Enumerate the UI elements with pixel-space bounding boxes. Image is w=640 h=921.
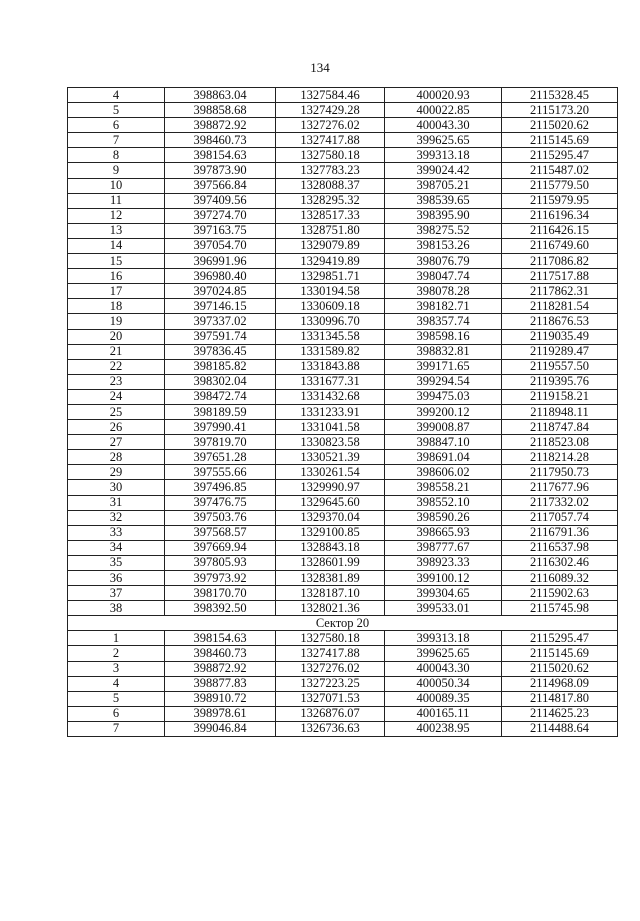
x2-cell: 399475.03 bbox=[385, 389, 502, 404]
y2-cell: 2118747.84 bbox=[502, 420, 618, 435]
x2-cell: 398590.26 bbox=[385, 510, 502, 525]
x2-cell: 400043.30 bbox=[385, 661, 502, 676]
table-row bbox=[68, 359, 618, 374]
x2-cell: 399625.65 bbox=[385, 646, 502, 661]
x1-cell: 398460.73 bbox=[165, 133, 276, 148]
x2-cell: 398606.02 bbox=[385, 465, 502, 480]
y1-cell: 1326876.07 bbox=[276, 706, 385, 721]
x1-cell: 398978.61 bbox=[165, 706, 276, 721]
x2-cell: 399304.65 bbox=[385, 586, 502, 601]
x2-cell: 398395.90 bbox=[385, 208, 502, 223]
y2-cell: 2119289.47 bbox=[502, 344, 618, 359]
x1-cell: 397054.70 bbox=[165, 238, 276, 253]
y1-cell: 1328601.99 bbox=[276, 555, 385, 570]
y2-cell: 2117950.73 bbox=[502, 465, 618, 480]
y1-cell: 1327580.18 bbox=[276, 631, 385, 646]
x1-cell: 397591.74 bbox=[165, 329, 276, 344]
point-number-cell: 25 bbox=[68, 404, 165, 419]
table-row bbox=[68, 555, 618, 570]
x1-cell: 398460.73 bbox=[165, 646, 276, 661]
y1-cell: 1328517.33 bbox=[276, 208, 385, 223]
point-number-cell: 4 bbox=[68, 676, 165, 691]
table-row bbox=[68, 721, 618, 736]
table-row bbox=[68, 480, 618, 495]
table-row bbox=[68, 374, 618, 389]
x1-cell: 397819.70 bbox=[165, 435, 276, 450]
point-number-cell: 18 bbox=[68, 299, 165, 314]
y2-cell: 2114817.80 bbox=[502, 691, 618, 706]
x1-cell: 398863.04 bbox=[165, 88, 276, 103]
x1-cell: 398872.92 bbox=[165, 661, 276, 676]
table-row bbox=[68, 329, 618, 344]
y1-cell: 1327071.53 bbox=[276, 691, 385, 706]
table-row bbox=[68, 344, 618, 359]
y2-cell: 2116791.36 bbox=[502, 525, 618, 540]
y2-cell: 2118281.54 bbox=[502, 299, 618, 314]
x1-cell: 397503.76 bbox=[165, 510, 276, 525]
y1-cell: 1331345.58 bbox=[276, 329, 385, 344]
x2-cell: 399313.18 bbox=[385, 148, 502, 163]
point-number-cell: 6 bbox=[68, 706, 165, 721]
y1-cell: 1329100.85 bbox=[276, 525, 385, 540]
y1-cell: 1331233.91 bbox=[276, 404, 385, 419]
y2-cell: 2114488.64 bbox=[502, 721, 618, 736]
y1-cell: 1331041.58 bbox=[276, 420, 385, 435]
x2-cell: 398182.71 bbox=[385, 299, 502, 314]
x2-cell: 399625.65 bbox=[385, 133, 502, 148]
x1-cell: 399046.84 bbox=[165, 721, 276, 736]
x2-cell: 399294.54 bbox=[385, 374, 502, 389]
point-number-cell: 15 bbox=[68, 254, 165, 269]
y2-cell: 2115020.62 bbox=[502, 118, 618, 133]
table-row bbox=[68, 646, 618, 661]
point-number-cell: 2 bbox=[68, 646, 165, 661]
y2-cell: 2116749.60 bbox=[502, 238, 618, 253]
y1-cell: 1328751.80 bbox=[276, 223, 385, 238]
y2-cell: 2116196.34 bbox=[502, 208, 618, 223]
point-number-cell: 7 bbox=[68, 133, 165, 148]
y2-cell: 2117517.88 bbox=[502, 269, 618, 284]
y2-cell: 2115902.63 bbox=[502, 586, 618, 601]
point-number-cell: 30 bbox=[68, 480, 165, 495]
table-row bbox=[68, 495, 618, 510]
point-number-cell: 32 bbox=[68, 510, 165, 525]
y2-cell: 2117332.02 bbox=[502, 495, 618, 510]
x2-cell: 398777.67 bbox=[385, 540, 502, 555]
point-number-cell: 9 bbox=[68, 163, 165, 178]
y2-cell: 2119557.50 bbox=[502, 359, 618, 374]
point-number-cell: 38 bbox=[68, 601, 165, 616]
y1-cell: 1327783.23 bbox=[276, 163, 385, 178]
x1-cell: 397409.56 bbox=[165, 193, 276, 208]
table-row bbox=[68, 435, 618, 450]
x1-cell: 398392.50 bbox=[165, 601, 276, 616]
x2-cell: 398552.10 bbox=[385, 495, 502, 510]
y1-cell: 1327580.18 bbox=[276, 148, 385, 163]
table-row bbox=[68, 299, 618, 314]
y2-cell: 2115328.45 bbox=[502, 88, 618, 103]
y1-cell: 1328187.10 bbox=[276, 586, 385, 601]
x2-cell: 398076.79 bbox=[385, 254, 502, 269]
y2-cell: 2114968.09 bbox=[502, 676, 618, 691]
table-row bbox=[68, 404, 618, 419]
coordinates-table bbox=[67, 87, 618, 737]
table-row bbox=[68, 88, 618, 103]
point-number-cell: 3 bbox=[68, 661, 165, 676]
y1-cell: 1328295.32 bbox=[276, 193, 385, 208]
x2-cell: 399024.42 bbox=[385, 163, 502, 178]
y2-cell: 2116089.32 bbox=[502, 571, 618, 586]
y1-cell: 1329370.04 bbox=[276, 510, 385, 525]
point-number-cell: 33 bbox=[68, 525, 165, 540]
table-row bbox=[68, 133, 618, 148]
point-number-cell: 4 bbox=[68, 88, 165, 103]
point-number-cell: 8 bbox=[68, 148, 165, 163]
x1-cell: 397973.92 bbox=[165, 571, 276, 586]
point-number-cell: 26 bbox=[68, 420, 165, 435]
table-row bbox=[68, 254, 618, 269]
point-number-cell: 7 bbox=[68, 721, 165, 736]
x1-cell: 398154.63 bbox=[165, 631, 276, 646]
x2-cell: 398598.16 bbox=[385, 329, 502, 344]
x1-cell: 398877.83 bbox=[165, 676, 276, 691]
x1-cell: 397024.85 bbox=[165, 284, 276, 299]
y2-cell: 2117677.96 bbox=[502, 480, 618, 495]
x2-cell: 399171.65 bbox=[385, 359, 502, 374]
x1-cell: 397163.75 bbox=[165, 223, 276, 238]
x2-cell: 398705.21 bbox=[385, 178, 502, 193]
table-row bbox=[68, 208, 618, 223]
x1-cell: 398858.68 bbox=[165, 103, 276, 118]
y2-cell: 2115145.69 bbox=[502, 133, 618, 148]
y2-cell: 2116426.15 bbox=[502, 223, 618, 238]
y1-cell: 1329851.71 bbox=[276, 269, 385, 284]
point-number-cell: 29 bbox=[68, 465, 165, 480]
y1-cell: 1330996.70 bbox=[276, 314, 385, 329]
x1-cell: 398170.70 bbox=[165, 586, 276, 601]
y2-cell: 2115979.95 bbox=[502, 193, 618, 208]
point-number-cell: 37 bbox=[68, 586, 165, 601]
table-row bbox=[68, 148, 618, 163]
x1-cell: 397805.93 bbox=[165, 555, 276, 570]
point-number-cell: 20 bbox=[68, 329, 165, 344]
y1-cell: 1328381.89 bbox=[276, 571, 385, 586]
table-row bbox=[68, 118, 618, 133]
y1-cell: 1326736.63 bbox=[276, 721, 385, 736]
table-row bbox=[68, 389, 618, 404]
table-row bbox=[68, 586, 618, 601]
y1-cell: 1327276.02 bbox=[276, 118, 385, 133]
x2-cell: 398923.33 bbox=[385, 555, 502, 570]
x2-cell: 398665.93 bbox=[385, 525, 502, 540]
y2-cell: 2114625.23 bbox=[502, 706, 618, 721]
point-number-cell: 11 bbox=[68, 193, 165, 208]
table-row bbox=[68, 420, 618, 435]
x1-cell: 397990.41 bbox=[165, 420, 276, 435]
y2-cell: 2115779.50 bbox=[502, 178, 618, 193]
x1-cell: 397555.66 bbox=[165, 465, 276, 480]
y1-cell: 1329990.97 bbox=[276, 480, 385, 495]
y2-cell: 2115020.62 bbox=[502, 661, 618, 676]
x2-cell: 398558.21 bbox=[385, 480, 502, 495]
point-number-cell: 34 bbox=[68, 540, 165, 555]
table-row bbox=[68, 571, 618, 586]
table-row bbox=[68, 601, 618, 616]
x1-cell: 397496.85 bbox=[165, 480, 276, 495]
sector-header-row bbox=[68, 616, 618, 631]
x2-cell: 400050.34 bbox=[385, 676, 502, 691]
y2-cell: 2115487.02 bbox=[502, 163, 618, 178]
x2-cell: 399008.87 bbox=[385, 420, 502, 435]
x2-cell: 398539.65 bbox=[385, 193, 502, 208]
table-row bbox=[68, 676, 618, 691]
y2-cell: 2116302.46 bbox=[502, 555, 618, 570]
y1-cell: 1329419.89 bbox=[276, 254, 385, 269]
table-row bbox=[68, 691, 618, 706]
point-number-cell: 13 bbox=[68, 223, 165, 238]
sector-title: Сектор 20 bbox=[68, 616, 618, 631]
y1-cell: 1327417.88 bbox=[276, 133, 385, 148]
table-row bbox=[68, 314, 618, 329]
point-number-cell: 24 bbox=[68, 389, 165, 404]
x1-cell: 397568.57 bbox=[165, 525, 276, 540]
x2-cell: 398357.74 bbox=[385, 314, 502, 329]
point-number-cell: 27 bbox=[68, 435, 165, 450]
x1-cell: 398189.59 bbox=[165, 404, 276, 419]
point-number-cell: 31 bbox=[68, 495, 165, 510]
table-row bbox=[68, 661, 618, 676]
x2-cell: 399100.12 bbox=[385, 571, 502, 586]
point-number-cell: 10 bbox=[68, 178, 165, 193]
table-row bbox=[68, 706, 618, 721]
x2-cell: 400165.11 bbox=[385, 706, 502, 721]
y1-cell: 1331432.68 bbox=[276, 389, 385, 404]
x1-cell: 397669.94 bbox=[165, 540, 276, 555]
x1-cell: 397651.28 bbox=[165, 450, 276, 465]
point-number-cell: 14 bbox=[68, 238, 165, 253]
table-row bbox=[68, 284, 618, 299]
x1-cell: 397146.15 bbox=[165, 299, 276, 314]
y1-cell: 1330823.58 bbox=[276, 435, 385, 450]
x2-cell: 400020.93 bbox=[385, 88, 502, 103]
point-number-cell: 12 bbox=[68, 208, 165, 223]
x2-cell: 398078.28 bbox=[385, 284, 502, 299]
y1-cell: 1327276.02 bbox=[276, 661, 385, 676]
table-row bbox=[68, 178, 618, 193]
x1-cell: 397566.84 bbox=[165, 178, 276, 193]
page-number: 134 bbox=[310, 60, 330, 75]
point-number-cell: 19 bbox=[68, 314, 165, 329]
y2-cell: 2117057.74 bbox=[502, 510, 618, 525]
x1-cell: 398302.04 bbox=[165, 374, 276, 389]
y1-cell: 1328021.36 bbox=[276, 601, 385, 616]
x1-cell: 398185.82 bbox=[165, 359, 276, 374]
table-row bbox=[68, 193, 618, 208]
x2-cell: 399313.18 bbox=[385, 631, 502, 646]
point-number-cell: 17 bbox=[68, 284, 165, 299]
table-row bbox=[68, 631, 618, 646]
y1-cell: 1331589.82 bbox=[276, 344, 385, 359]
x2-cell: 398153.26 bbox=[385, 238, 502, 253]
x2-cell: 398275.52 bbox=[385, 223, 502, 238]
x2-cell: 398847.10 bbox=[385, 435, 502, 450]
table-row bbox=[68, 450, 618, 465]
x1-cell: 397873.90 bbox=[165, 163, 276, 178]
x2-cell: 400089.35 bbox=[385, 691, 502, 706]
y1-cell: 1327223.25 bbox=[276, 676, 385, 691]
y1-cell: 1327417.88 bbox=[276, 646, 385, 661]
x1-cell: 398910.72 bbox=[165, 691, 276, 706]
point-number-cell: 23 bbox=[68, 374, 165, 389]
x1-cell: 396980.40 bbox=[165, 269, 276, 284]
point-number-cell: 16 bbox=[68, 269, 165, 284]
x2-cell: 400043.30 bbox=[385, 118, 502, 133]
table-row bbox=[68, 540, 618, 555]
x1-cell: 398154.63 bbox=[165, 148, 276, 163]
y2-cell: 2116537.98 bbox=[502, 540, 618, 555]
point-number-cell: 1 bbox=[68, 631, 165, 646]
x2-cell: 398832.81 bbox=[385, 344, 502, 359]
x2-cell: 398691.04 bbox=[385, 450, 502, 465]
point-number-cell: 5 bbox=[68, 103, 165, 118]
point-number-cell: 5 bbox=[68, 691, 165, 706]
x1-cell: 397476.75 bbox=[165, 495, 276, 510]
point-number-cell: 28 bbox=[68, 450, 165, 465]
x2-cell: 400022.85 bbox=[385, 103, 502, 118]
point-number-cell: 21 bbox=[68, 344, 165, 359]
y1-cell: 1327584.46 bbox=[276, 88, 385, 103]
y1-cell: 1327429.28 bbox=[276, 103, 385, 118]
table-row bbox=[68, 238, 618, 253]
y2-cell: 2115295.47 bbox=[502, 631, 618, 646]
y1-cell: 1329645.60 bbox=[276, 495, 385, 510]
y2-cell: 2117862.31 bbox=[502, 284, 618, 299]
table-row bbox=[68, 465, 618, 480]
y1-cell: 1328088.37 bbox=[276, 178, 385, 193]
x1-cell: 397836.45 bbox=[165, 344, 276, 359]
point-number-cell: 35 bbox=[68, 555, 165, 570]
y1-cell: 1329079.89 bbox=[276, 238, 385, 253]
y2-cell: 2115295.47 bbox=[502, 148, 618, 163]
y1-cell: 1328843.18 bbox=[276, 540, 385, 555]
y2-cell: 2118214.28 bbox=[502, 450, 618, 465]
y1-cell: 1331677.31 bbox=[276, 374, 385, 389]
table-row bbox=[68, 525, 618, 540]
x2-cell: 400238.95 bbox=[385, 721, 502, 736]
y2-cell: 2115145.69 bbox=[502, 646, 618, 661]
y1-cell: 1330194.58 bbox=[276, 284, 385, 299]
table-row bbox=[68, 269, 618, 284]
y2-cell: 2119035.49 bbox=[502, 329, 618, 344]
y1-cell: 1330261.54 bbox=[276, 465, 385, 480]
point-number-cell: 36 bbox=[68, 571, 165, 586]
x2-cell: 399200.12 bbox=[385, 404, 502, 419]
y2-cell: 2117086.82 bbox=[502, 254, 618, 269]
y2-cell: 2118523.08 bbox=[502, 435, 618, 450]
y1-cell: 1330609.18 bbox=[276, 299, 385, 314]
y1-cell: 1330521.39 bbox=[276, 450, 385, 465]
y2-cell: 2118676.53 bbox=[502, 314, 618, 329]
x1-cell: 397274.70 bbox=[165, 208, 276, 223]
x1-cell: 397337.02 bbox=[165, 314, 276, 329]
x2-cell: 399533.01 bbox=[385, 601, 502, 616]
y1-cell: 1331843.88 bbox=[276, 359, 385, 374]
y2-cell: 2115173.20 bbox=[502, 103, 618, 118]
x1-cell: 398872.92 bbox=[165, 118, 276, 133]
x2-cell: 398047.74 bbox=[385, 269, 502, 284]
y2-cell: 2115745.98 bbox=[502, 601, 618, 616]
y2-cell: 2119158.21 bbox=[502, 389, 618, 404]
table-row bbox=[68, 510, 618, 525]
x1-cell: 396991.96 bbox=[165, 254, 276, 269]
y2-cell: 2118948.11 bbox=[502, 404, 618, 419]
point-number-cell: 6 bbox=[68, 118, 165, 133]
x1-cell: 398472.74 bbox=[165, 389, 276, 404]
table-row bbox=[68, 223, 618, 238]
y2-cell: 2119395.76 bbox=[502, 374, 618, 389]
table-row bbox=[68, 163, 618, 178]
point-number-cell: 22 bbox=[68, 359, 165, 374]
table-row bbox=[68, 103, 618, 118]
